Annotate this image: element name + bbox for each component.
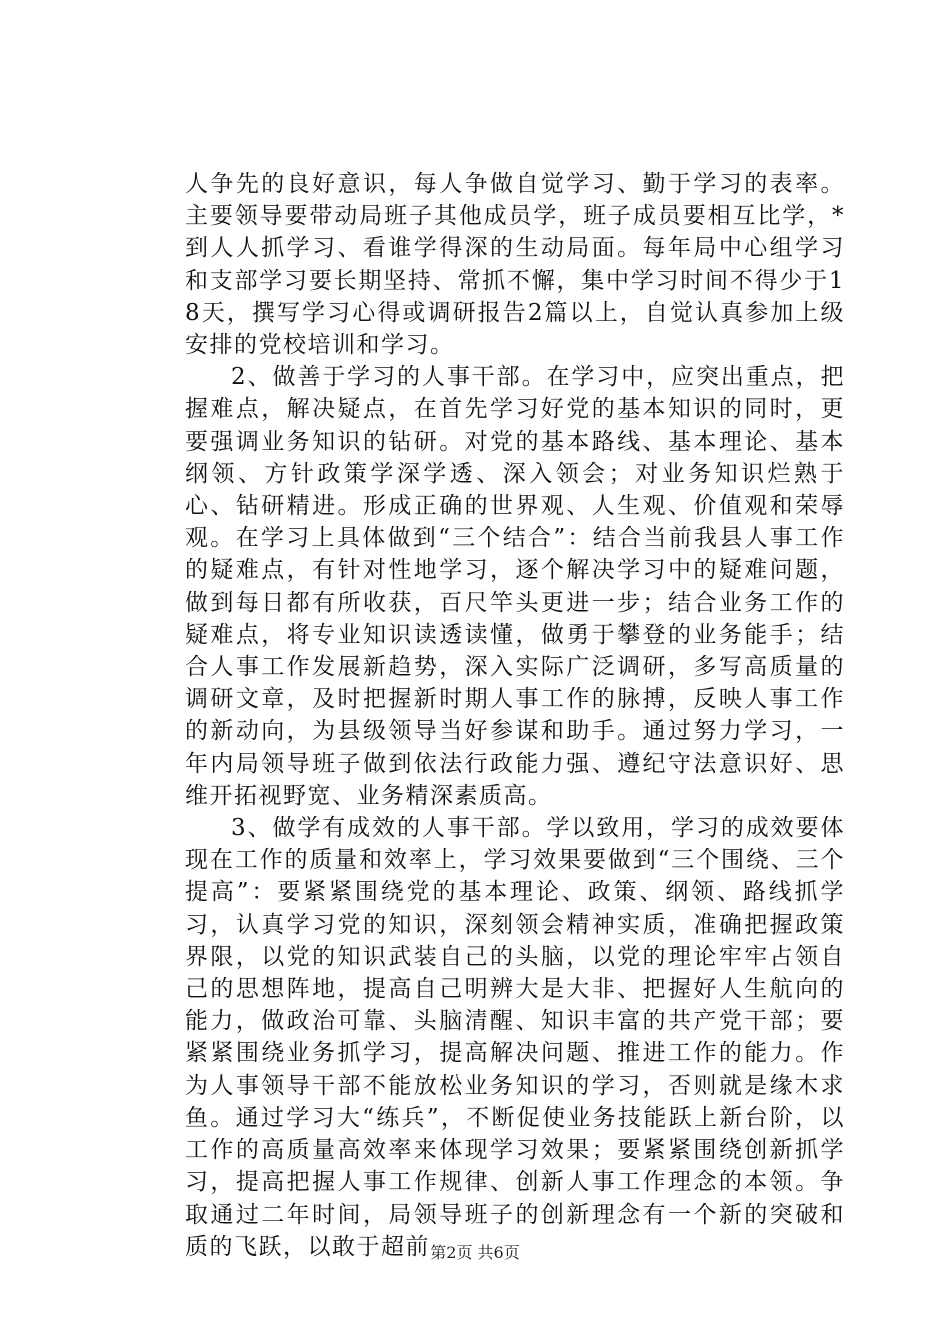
page-footer: 第2页 共6页 [430,1243,520,1262]
paragraph-item-2: 2、做善于学习的人事干部。在学习中，应突出重点，把握难点，解决疑点，在首先学习好党的基本知识的同时，更要强调业务知识的钻研。对党的基本路线、基本理论、基本纲领、方针政策学深学透、深入领会；对业务知识烂熟于心、钻研精进。形成正确的世界观、人生观、价值观和荣辱观。在学习上具体做到“三个结合”：结合当前我县人事工作的疑难点，有针对性地学习，逐个解决学习中的疑难问题，做到每日都有所收获，百尺竿头更进一步；结合业务工作的疑难点，将专业知识读透读懂，做勇于攀登的业务能手；结合人事工作发展新趋势，深入实际广泛调研，多写高质量的调研文章，及时把握新时期人事工作的脉搏，反映人事工作的新动向，为县级领导当好参谋和助手。通过努力学习，一年内局领导班子做到依法行政能力强、遵纪守法意识好、思维开拓视野宽、业务精深素质高。 [185,364,845,809]
paragraph-item-3: 3、做学有成效的人事干部。学以致用，学习的成效要体现在工作的质量和效率上，学习效果要做到“三个围绕、三个提高”：要紧紧围绕党的基本理论、政策、纲领、路线抓学习，认真学习党的知识，深刻领会精神实质，准确把握政策界限，以党的知识武装自己的头脑，以党的理论牢牢占领自己的思想阵地，提高自己明辨大是大非、把握好人生航向的能力，做政治可靠、头脑清醒、知识丰富的共产党干部；要紧紧围绕业务抓学习，提高解决问题、推进工作的能力。作为人事领导干部不能放松业务知识的学习，否则就是缘木求鱼。通过学习大“练兵”，不断促使业务技能跃上新台阶，以工作的高质量高效率来体现学习效果；要紧紧围绕创新抓学习，提高把握人事工作规律、创新人事工作理念的本领。争取通过二年时间，局领导班子的创新理念有一个新的突破和质的飞跃，以敢于超前 [185,815,845,1260]
paragraph-continuation: 人争先的良好意识，每人争做自觉学习、勤于学习的表率。主要领导要带动局班子其他成员学，班子成员要相互比学，*到人人抓学习、看谁学得深的生动局面。每年局中心组学习和支部学习要长期坚持、常抓不懈，集中学习时间不得少于18天，撰写学习心得或调研报告2篇以上，自觉认真参加上级安排的党校培训和学习。 [185,171,845,359]
document-body [185,168,845,1263]
